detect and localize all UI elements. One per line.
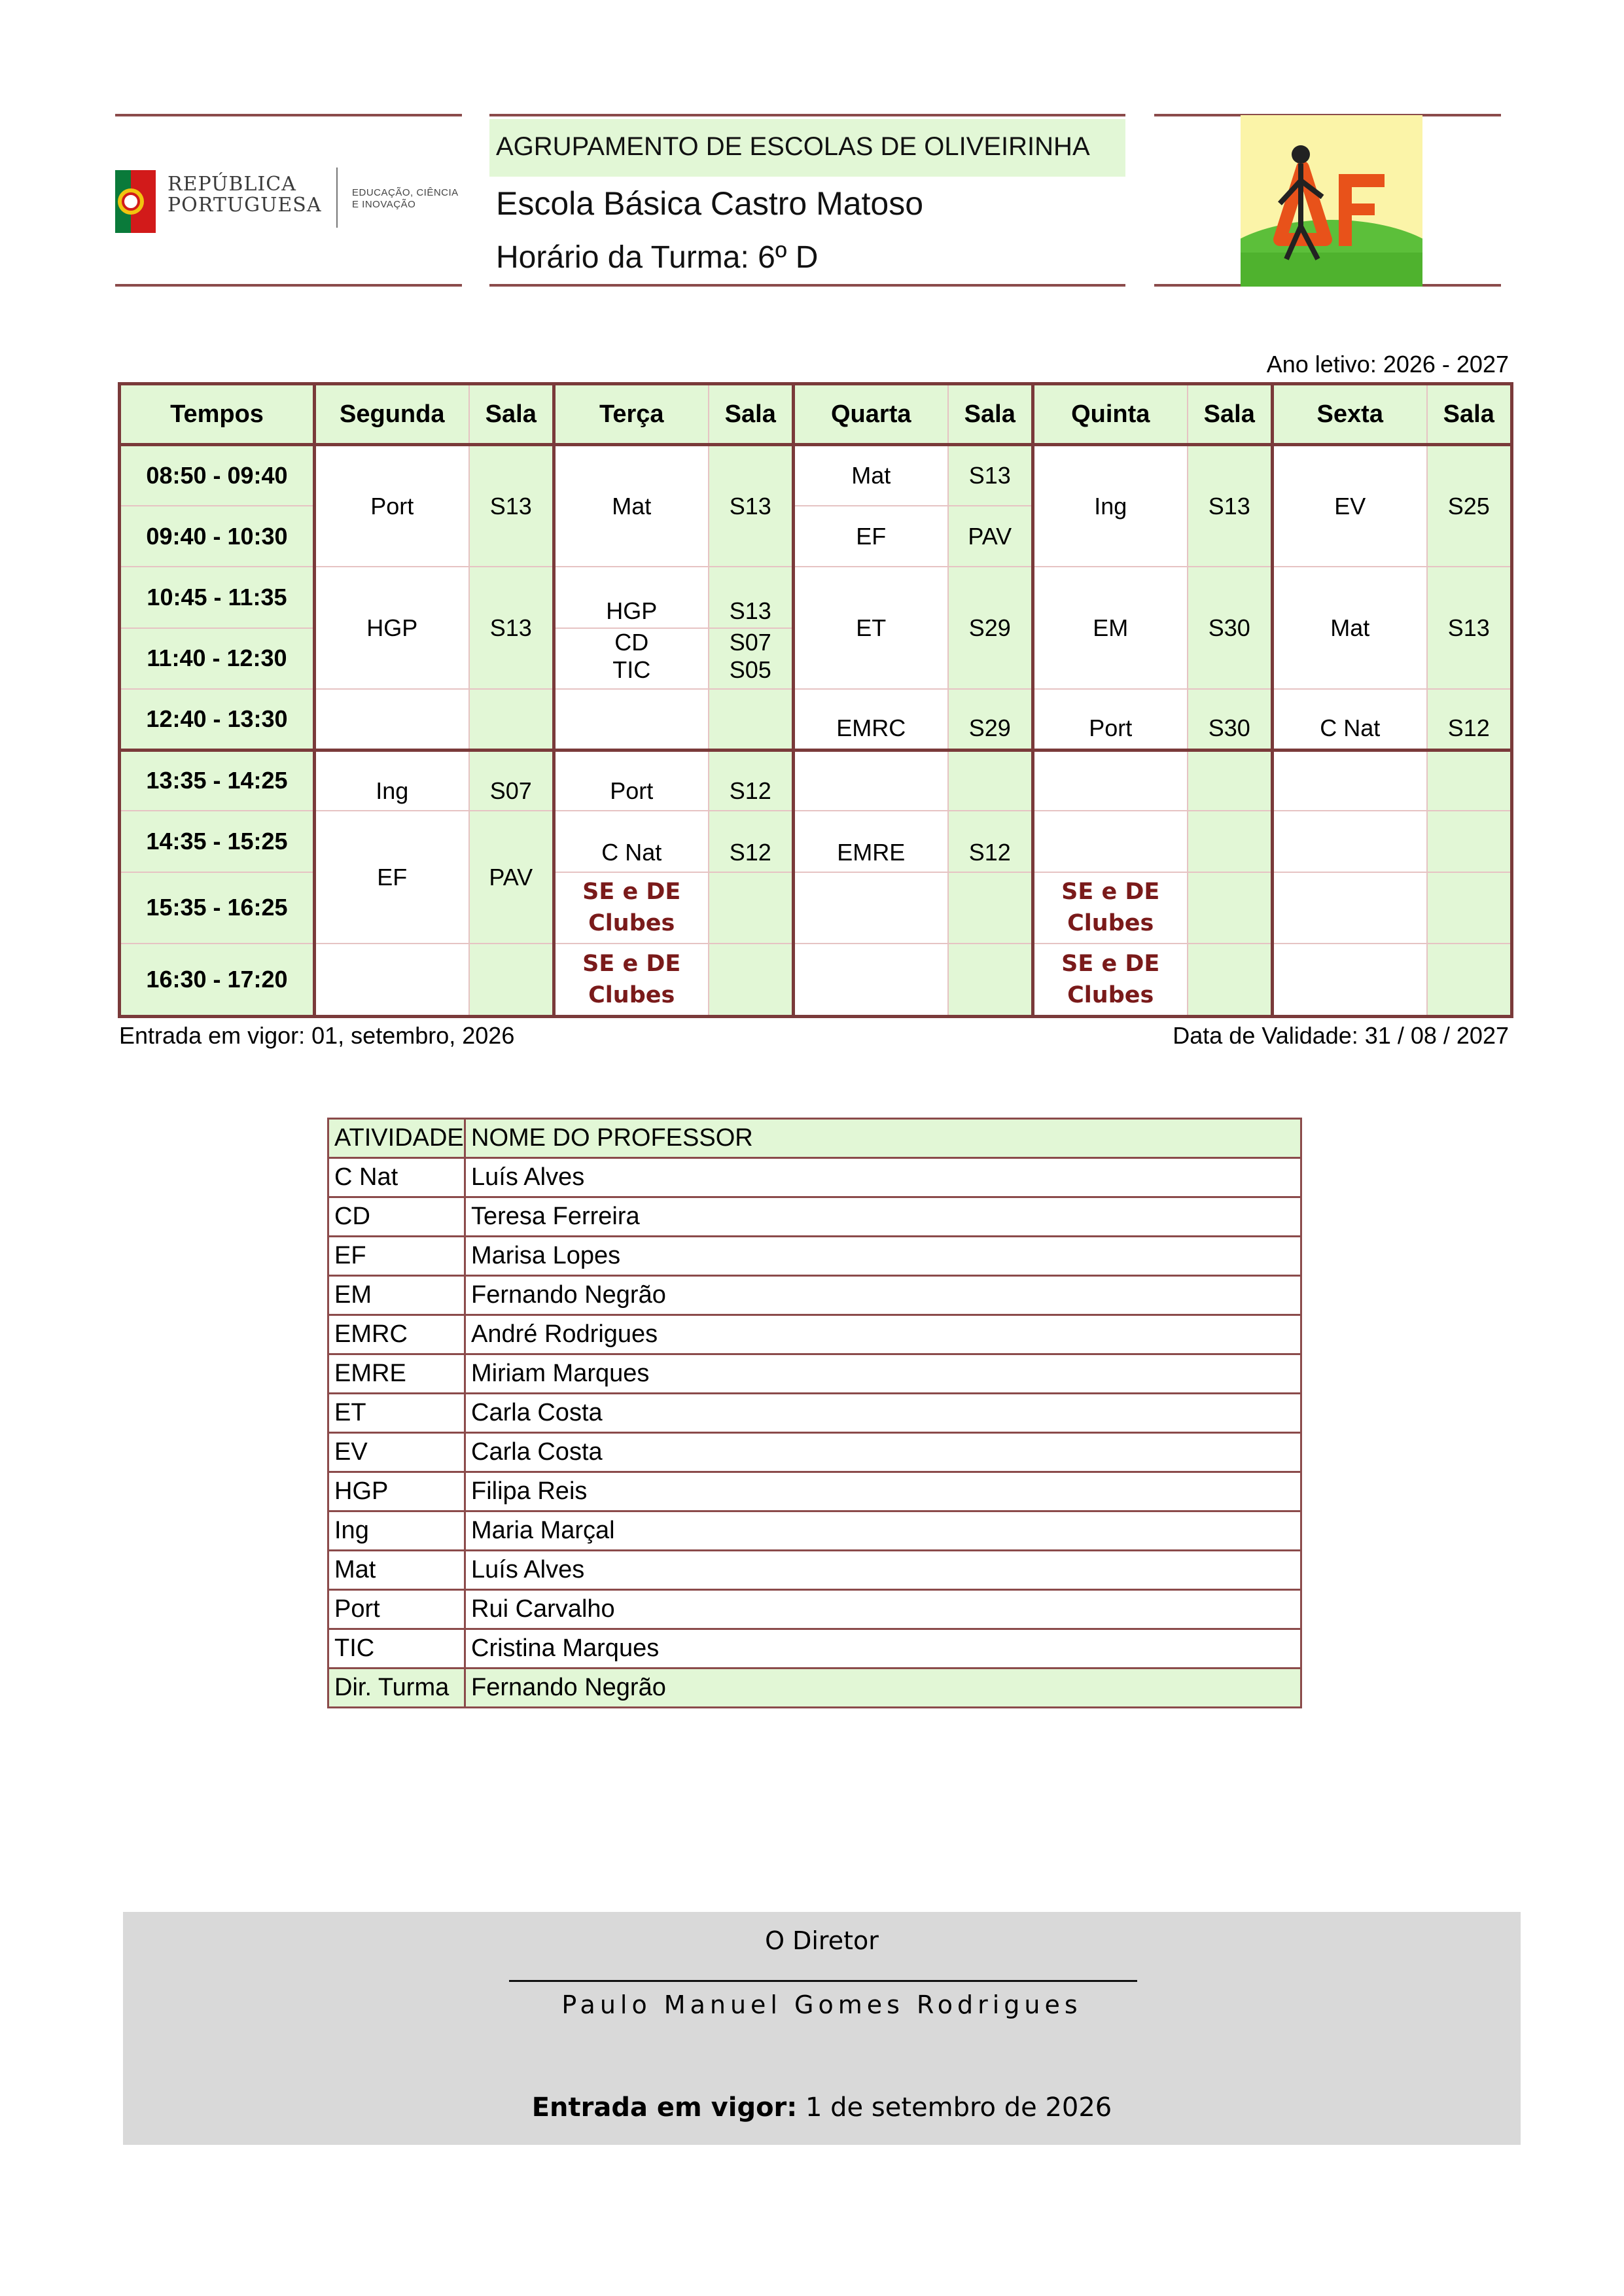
- activity-cell: HGP: [328, 1472, 465, 1511]
- time-slot: 08:50 - 09:40: [120, 445, 315, 506]
- lesson-cell: HGP: [315, 567, 469, 689]
- teacher-row: [328, 1315, 1301, 1354]
- class-director-row: [328, 1669, 1301, 1708]
- header-sexta: Sexta: [1273, 384, 1427, 445]
- class-schedule-title: Horário da Turma: 6º D: [496, 240, 819, 275]
- teacher-row: [328, 1276, 1301, 1315]
- school-logo: [1241, 115, 1422, 287]
- empty-cell: [315, 944, 469, 1017]
- empty-cell: [315, 689, 469, 750]
- header-rule-bottom-center: [489, 284, 1125, 287]
- lesson-cell: HGP: [554, 567, 709, 627]
- school-name: Escola Básica Castro Matoso: [496, 185, 924, 222]
- time-slot: 13:35 - 14:25: [120, 750, 315, 811]
- lesson-cell-split: [554, 628, 709, 689]
- activity-cell: TIC: [328, 1629, 465, 1669]
- lesson-cell: Port: [554, 750, 709, 811]
- header-sala-segunda: Sala: [469, 384, 554, 445]
- teacher-name-cell: Rui Carvalho: [465, 1590, 1301, 1629]
- teacher-row: [328, 1158, 1301, 1197]
- empty-room-cell: [709, 872, 794, 944]
- room-cell: S13: [1427, 567, 1512, 689]
- room-cell: PAV: [948, 506, 1033, 567]
- portugal-shield-icon: [115, 170, 156, 233]
- header-sala-quarta: Sala: [948, 384, 1033, 445]
- room-cell: S12: [709, 811, 794, 872]
- room-cell: S07: [469, 750, 554, 811]
- empty-cell: [794, 944, 948, 1017]
- effective-date: Entrada em vigor: 01, setembro, 2026: [119, 1022, 515, 1049]
- time-slot: 15:35 - 16:25: [120, 872, 315, 944]
- header-activity: ATIVIDADE: [328, 1119, 465, 1158]
- lesson-cell: EMRC: [794, 689, 948, 750]
- empty-room-cell: [709, 689, 794, 750]
- teacher-name-cell: Maria Marçal: [465, 1511, 1301, 1551]
- time-slot: 12:40 - 13:30: [120, 689, 315, 750]
- empty-room-cell: [1427, 750, 1512, 811]
- director-label: Dir. Turma: [328, 1669, 465, 1708]
- lesson-cell: ET: [794, 567, 948, 689]
- timetable-row: [120, 944, 1512, 1017]
- time-slot: 10:45 - 11:35: [120, 567, 315, 627]
- time-slot: 09:40 - 10:30: [120, 506, 315, 567]
- teacher-name-cell: Marisa Lopes: [465, 1237, 1301, 1276]
- header-teacher: NOME DO PROFESSOR: [465, 1119, 1301, 1158]
- teacher-name-cell: Fernando Negrão: [465, 1276, 1301, 1315]
- room-cell: S13: [469, 567, 554, 689]
- activity-cell: EF: [328, 1237, 465, 1276]
- lesson-cell: EM: [1033, 567, 1188, 689]
- lesson-tic: TIC: [612, 656, 651, 683]
- teacher-row: [328, 1472, 1301, 1511]
- room-cell: S13: [469, 445, 554, 567]
- organization-name: AGRUPAMENTO DE ESCOLAS DE OLIVEIRINHA: [496, 132, 1090, 161]
- teacher-name-cell: Luís Alves: [465, 1551, 1301, 1590]
- teacher-name-cell: Carla Costa: [465, 1433, 1301, 1472]
- signature-line: [509, 1980, 1137, 1982]
- lesson-cell: EF: [794, 506, 948, 567]
- director-role: O Diretor: [765, 1926, 879, 1955]
- room-cell: S13: [709, 445, 794, 567]
- room-cell: S25: [1427, 445, 1512, 567]
- empty-cell: [1273, 944, 1427, 1017]
- lesson-cell: C Nat: [554, 811, 709, 872]
- activity-cell: EV: [328, 1433, 465, 1472]
- room-tic: S05: [729, 656, 771, 683]
- header-rule-top-left: [115, 114, 462, 116]
- teacher-row: [328, 1551, 1301, 1590]
- room-cd: S07: [729, 628, 771, 656]
- lesson-cell: Port: [315, 445, 469, 567]
- timetable-row: [120, 567, 1512, 627]
- lesson-cell: Ing: [1033, 445, 1188, 567]
- activity-cell: C Nat: [328, 1158, 465, 1197]
- lesson-cell: C Nat: [1273, 689, 1427, 750]
- empty-room-cell: [1188, 872, 1273, 944]
- empty-room-cell: [709, 944, 794, 1017]
- signature-effective-value: 1 de setembro de 2026: [805, 2093, 1112, 2123]
- lesson-cd: CD: [614, 628, 649, 656]
- header-tempos: Tempos: [120, 384, 315, 445]
- time-slot: 16:30 - 17:20: [120, 944, 315, 1017]
- validity-date: Data de Validade: 31 / 08 / 2027: [1173, 1022, 1509, 1049]
- director-name: Fernando Negrão: [465, 1669, 1301, 1708]
- empty-room-cell: [1188, 811, 1273, 872]
- activity-cell: CD: [328, 1197, 465, 1237]
- teacher-row: [328, 1433, 1301, 1472]
- teacher-row: [328, 1394, 1301, 1433]
- teacher-name-cell: André Rodrigues: [465, 1315, 1301, 1354]
- empty-room-cell: [948, 872, 1033, 944]
- logo-separator: [336, 168, 338, 228]
- signature-effective-label: Entrada em vigor:: [531, 2093, 798, 2123]
- empty-room-cell: [1427, 944, 1512, 1017]
- header-quinta: Quinta: [1033, 384, 1188, 445]
- clubs-cell: SE e DE Clubes: [554, 872, 709, 944]
- empty-cell: [794, 872, 948, 944]
- header-segunda: Segunda: [315, 384, 469, 445]
- empty-room-cell: [1188, 944, 1273, 1017]
- empty-cell: [1273, 750, 1427, 811]
- room-cell: S30: [1188, 689, 1273, 750]
- teacher-row: [328, 1354, 1301, 1394]
- activity-cell: Mat: [328, 1551, 465, 1590]
- lesson-cell: Ing: [315, 750, 469, 811]
- teacher-row: [328, 1511, 1301, 1551]
- government-logo: [115, 164, 462, 242]
- empty-cell: [1273, 811, 1427, 872]
- teacher-row: [328, 1629, 1301, 1669]
- lesson-cell: EF: [315, 811, 469, 944]
- timetable-row: [120, 750, 1512, 811]
- teacher-name-cell: Filipa Reis: [465, 1472, 1301, 1511]
- header-sala-sexta: Sala: [1427, 384, 1512, 445]
- header-quarta: Quarta: [794, 384, 948, 445]
- timetable-row: [120, 445, 1512, 506]
- lesson-cell: EV: [1273, 445, 1427, 567]
- teacher-name-cell: Carla Costa: [465, 1394, 1301, 1433]
- header-sala-quinta: Sala: [1188, 384, 1273, 445]
- lesson-cell: Mat: [1273, 567, 1427, 689]
- empty-cell: [554, 689, 709, 750]
- header-terca: Terça: [554, 384, 709, 445]
- teachers-table: [327, 1118, 1302, 1708]
- lesson-cell: Port: [1033, 689, 1188, 750]
- room-cell: S13: [709, 567, 794, 627]
- director-signature-name: Paulo Manuel Gomes Rodrigues: [561, 1990, 1082, 2019]
- timetable-row: [120, 811, 1512, 872]
- teachers-header-row: [328, 1119, 1301, 1158]
- timetable-header-row: [120, 384, 1512, 445]
- teacher-name-cell: Teresa Ferreira: [465, 1197, 1301, 1237]
- government-name: REPÚBLICA PORTUGUESA: [168, 173, 322, 217]
- header-rule-bottom-left: [115, 284, 462, 287]
- empty-room-cell: [948, 750, 1033, 811]
- school-year: Ano letivo: 2026 - 2027: [1266, 351, 1509, 378]
- empty-room-cell: [1427, 811, 1512, 872]
- ministry-name: EDUCAÇÃO, CIÊNCIA E INOVAÇÃO: [352, 187, 459, 210]
- teacher-row: [328, 1590, 1301, 1629]
- empty-room-cell: [1188, 750, 1273, 811]
- room-cell: S29: [948, 689, 1033, 750]
- room-cell: S13: [948, 445, 1033, 506]
- activity-cell: EM: [328, 1276, 465, 1315]
- empty-cell: [1033, 750, 1188, 811]
- empty-room-cell: [1427, 872, 1512, 944]
- teacher-name-cell: Luís Alves: [465, 1158, 1301, 1197]
- room-cell: PAV: [469, 811, 554, 944]
- activity-cell: EMRE: [328, 1354, 465, 1394]
- teacher-name-cell: Cristina Marques: [465, 1629, 1301, 1669]
- room-cell: S29: [948, 567, 1033, 689]
- activity-cell: Ing: [328, 1511, 465, 1551]
- activity-cell: EMRC: [328, 1315, 465, 1354]
- header-sala-terca: Sala: [709, 384, 794, 445]
- activity-cell: ET: [328, 1394, 465, 1433]
- empty-cell: [794, 750, 948, 811]
- signature-box: [123, 1912, 1521, 2145]
- empty-room-cell: [469, 944, 554, 1017]
- empty-room-cell: [469, 689, 554, 750]
- teacher-name-cell: Miriam Marques: [465, 1354, 1301, 1394]
- clubs-cell: SE e DE Clubes: [554, 944, 709, 1017]
- empty-room-cell: [948, 944, 1033, 1017]
- lesson-cell: EMRE: [794, 811, 948, 872]
- header-rule-top-center: [489, 114, 1125, 116]
- room-cell: S12: [1427, 689, 1512, 750]
- organization-banner: [489, 119, 1125, 177]
- clubs-cell: SE e DE Clubes: [1033, 872, 1188, 944]
- activity-cell: Port: [328, 1590, 465, 1629]
- class-timetable: [118, 382, 1513, 1018]
- empty-cell: [1273, 872, 1427, 944]
- time-slot: 11:40 - 12:30: [120, 628, 315, 689]
- teacher-row: [328, 1197, 1301, 1237]
- lesson-cell: Mat: [554, 445, 709, 567]
- room-cell: S12: [948, 811, 1033, 872]
- room-cell: S30: [1188, 567, 1273, 689]
- signature-effective-date: [123, 2093, 1521, 2123]
- teacher-row: [328, 1237, 1301, 1276]
- room-cell: S12: [709, 750, 794, 811]
- time-slot: 14:35 - 15:25: [120, 811, 315, 872]
- timetable-row: [120, 689, 1512, 750]
- clubs-cell: SE e DE Clubes: [1033, 944, 1188, 1017]
- lesson-cell: Mat: [794, 445, 948, 506]
- room-cell-split: [709, 628, 794, 689]
- room-cell: S13: [1188, 445, 1273, 567]
- empty-cell: [1033, 811, 1188, 872]
